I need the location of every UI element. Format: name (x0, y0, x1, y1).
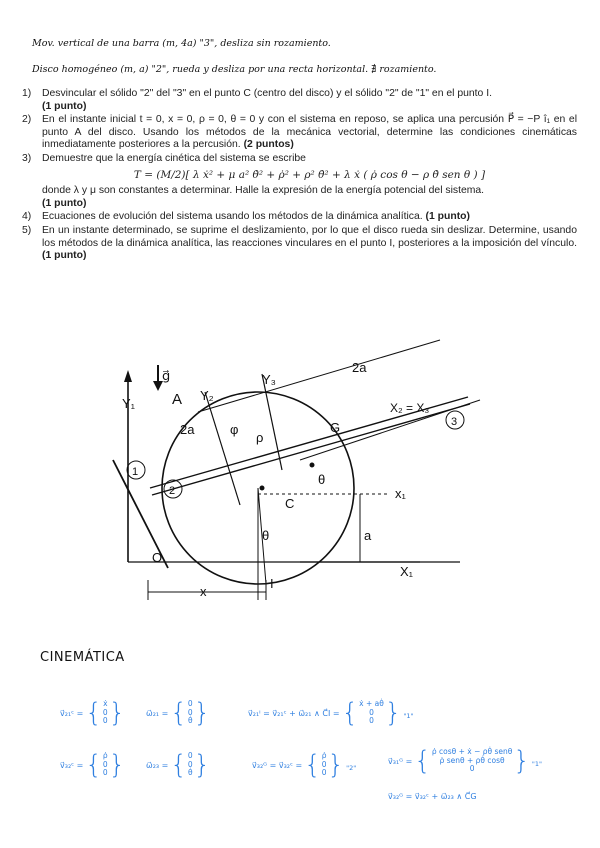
label-1: 1 (132, 466, 139, 478)
label-g-point: G (330, 420, 341, 435)
problem-item-2: 2) En el instante inicial t = 0, x = 0, ρ = 0, θ = 0 y con el sistema en reposo, se aplica una percusión P⃗ = −P î₁ en el punto A del disco. Usando los métodos de la mecánica vectorial, determine las condiciones cinemáticas inmediatamente posteriores a la percusión. (2 puntos) (22, 114, 577, 151)
label-x: x (200, 584, 207, 599)
problem-item-3: 3) Demuestre que la energía cinética del sistema se escribe T = (M/2)[ λ ẋ² + μ a² θ̇² + ρ̇² + ρ² θ̇² + λ ẋ ( ρ̇ cos θ − ρ θ̇ sen θ ) ] donde λ y μ son constantes a determinar. Halle la expresión de la energía potencial del sistema. (1 punto) (22, 153, 577, 210)
label-y1: Y₁ (122, 396, 136, 411)
v32-vector: v⃗₃₂ᶜ = { ρ̇ 0 0 } (60, 750, 126, 780)
label-theta-bottom: θ (262, 528, 270, 543)
label-x1: X₁ (400, 564, 414, 579)
label-x1-upper: x₁ (395, 486, 406, 501)
label-a: a (364, 528, 372, 543)
point-c (260, 486, 264, 490)
arrow-y1 (124, 370, 132, 382)
handwritten-line-2: Disco homogéneo (m, a) "2", rueda y desliza por una recta horizontal. ∄ rozamiento. (32, 64, 437, 75)
v31G-vector: v⃗₃₁ᴳ = { ρ̇ cosθ + ẋ − ρθ̇ senθ ρ̇ senθ + ρθ̇ cosθ 0 } "1" (388, 746, 543, 776)
w21-vector: ω⃗₂₁ = { 0 0 θ̇ } (146, 698, 211, 728)
w23-vector: ω⃗₂₃ = { 0 0 θ̇ } (146, 750, 211, 780)
label-g: g⃗ (162, 368, 171, 383)
axis-y2 (205, 392, 240, 505)
label-3: 3 (451, 416, 458, 428)
label-2a-left: 2a (180, 422, 195, 437)
label-a-point: A (172, 391, 183, 408)
label-x2x3: X₂ = X₃ (390, 401, 430, 415)
problem-item-1: 1) Desvincular el sólido "2" del "3" en el punto C (centro del disco) y el sólido "2" de "1" en el punto I. (1 punto) (22, 88, 492, 112)
rod-3-lower (152, 404, 470, 495)
label-y3: Y₃ (262, 372, 276, 387)
label-o: O (152, 550, 163, 565)
label-theta-right: θ (318, 472, 326, 487)
label-2a-top: 2a (352, 360, 367, 375)
kinetic-energy-equation: T = (M/2)[ λ ẋ² + μ a² θ̇² + ρ̇² + ρ² θ̇² + λ ẋ ( ρ̇ cos θ − ρ θ̇ sen θ ) ] (133, 168, 486, 181)
v32G-sum: v⃗₃₂ᴳ = v⃗₃₂ᶜ + ω⃗₂₃ ∧ C⃗G (388, 792, 477, 801)
problem-item-4: 4) Ecuaciones de evolución del sistema usando los métodos de la dinámica analítica. (1 punto) (22, 211, 470, 223)
v21I-vector: v⃗₂₁ᴵ = v⃗₂₁ᶜ + ω⃗₂₁ ∧ C⃗I = { ẋ + aθ̇ 0 0 } "1" (248, 698, 414, 728)
label-2: 2 (169, 485, 176, 497)
v21-vector: v⃗₂₁ᶜ = { ẋ 0 0 } (60, 698, 126, 728)
label-phi: φ (230, 422, 239, 437)
v32G-vector: v⃗₃₂ᴳ = v⃗₃₂ᶜ = { ρ̇ 0 0 } "2" (252, 750, 357, 780)
label-rho: ρ (256, 430, 264, 445)
point-g (310, 463, 314, 467)
cinematica-title: CINEMÁTICA (40, 650, 125, 665)
label-y2: Y₂ (200, 388, 214, 403)
handwritten-line-1: Mov. vertical de una barra (m, 4a) "3", desliza sin rozamiento. (32, 38, 331, 49)
label-i: I (270, 576, 274, 591)
problem-item-5: 5) En un instante determinado, se suprime el deslizamiento, por lo que el disco rueda sin deslizar. Determine, usando los métodos de la dinámica analítica, las reacciones vinculares en el punto I, posteriores a la imposición del vínculo. (1 punto) (22, 224, 577, 262)
label-c: C (285, 496, 295, 511)
